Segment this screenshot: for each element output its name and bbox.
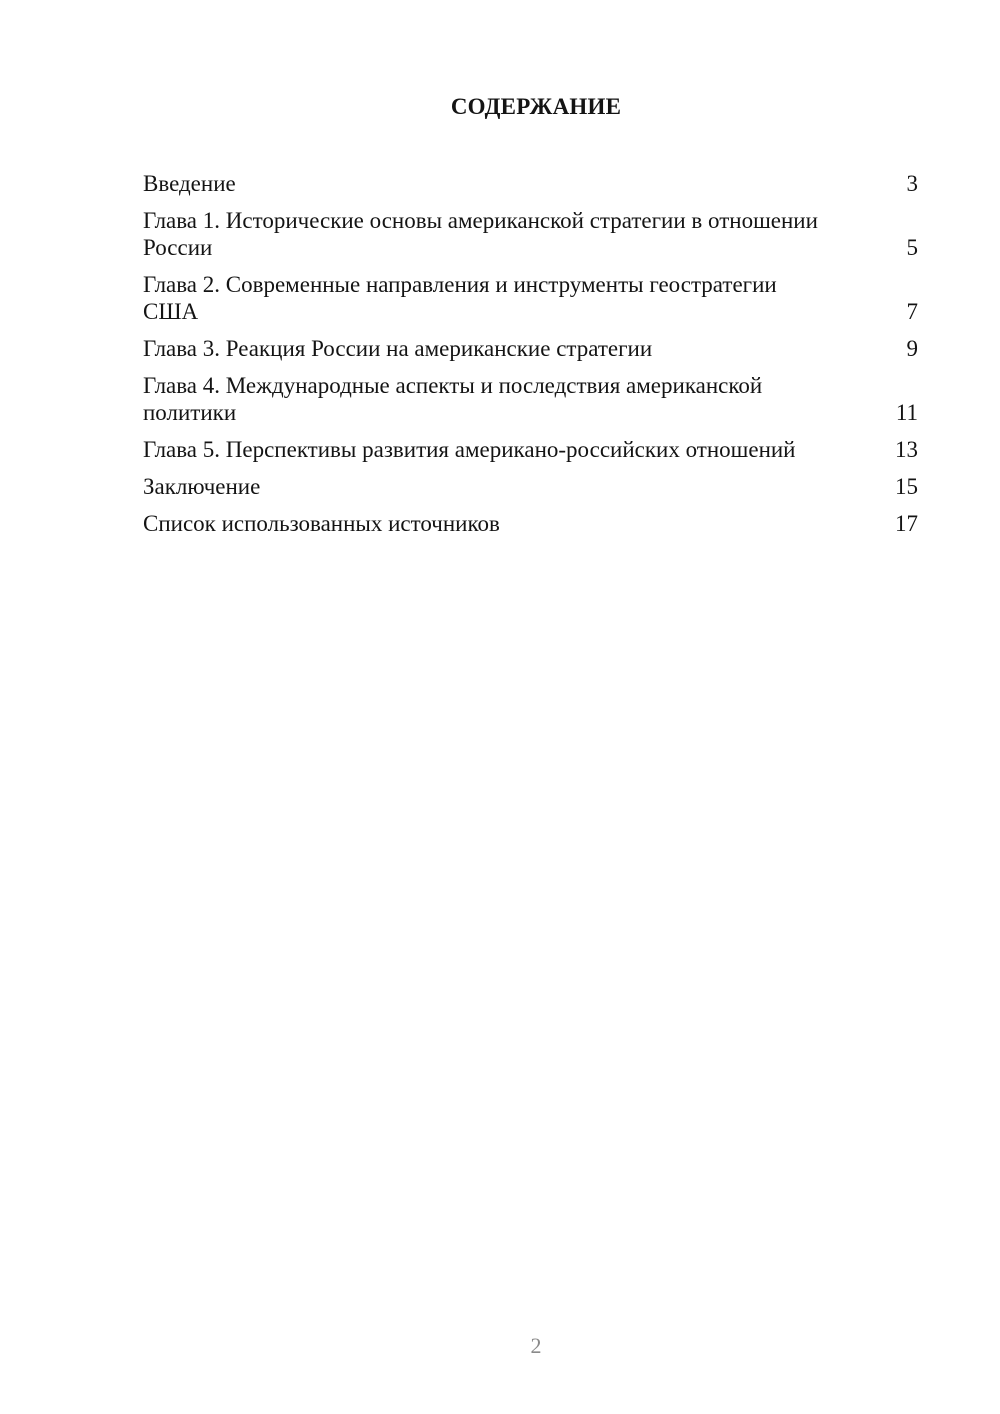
toc-entry-page-number: 13 (895, 437, 918, 462)
toc-entry-page-number: 15 (895, 474, 918, 499)
toc-entry-introduction (143, 170, 918, 197)
toc-entry-label: Глава 2. Современные направления и инструменты геостратегии США (143, 272, 777, 324)
toc-entry-chapter-5 (143, 436, 918, 463)
toc-entry-page-number: 7 (906, 299, 918, 324)
toc-entry-label: Заключение (143, 474, 261, 499)
toc-entry-label: Глава 1. Исторические основы американской стратегии в отношении России (143, 208, 818, 260)
toc-entry-chapter-4 (143, 372, 918, 426)
toc-entry-page-number: 3 (906, 171, 918, 196)
toc-entry-page-number: 17 (895, 511, 918, 536)
toc-entry-label: Введение (143, 171, 236, 196)
toc-entry-references (143, 510, 918, 537)
toc-entry-label: Глава 4. Международные аспекты и последствия американской политики (143, 373, 763, 425)
table-of-contents (143, 170, 918, 547)
toc-entry-page-number: 11 (895, 400, 918, 425)
page-number: 2 (530, 1333, 542, 1358)
toc-entry-page-number: 9 (906, 336, 918, 361)
toc-entry-chapter-2 (143, 271, 918, 325)
toc-entry-label: Список использованных источников (143, 511, 500, 536)
toc-entry-page-number: 5 (906, 235, 918, 260)
toc-entry-chapter-3 (143, 335, 918, 362)
toc-entry-label: Глава 5. Перспективы развития американо-российских отношений (143, 437, 796, 462)
toc-entry-label: Глава 3. Реакция России на американские стратегии (143, 336, 653, 361)
toc-entry-chapter-1 (143, 207, 918, 261)
page-title: СОДЕРЖАНИЕ (450, 94, 622, 119)
toc-entry-conclusion (143, 473, 918, 500)
